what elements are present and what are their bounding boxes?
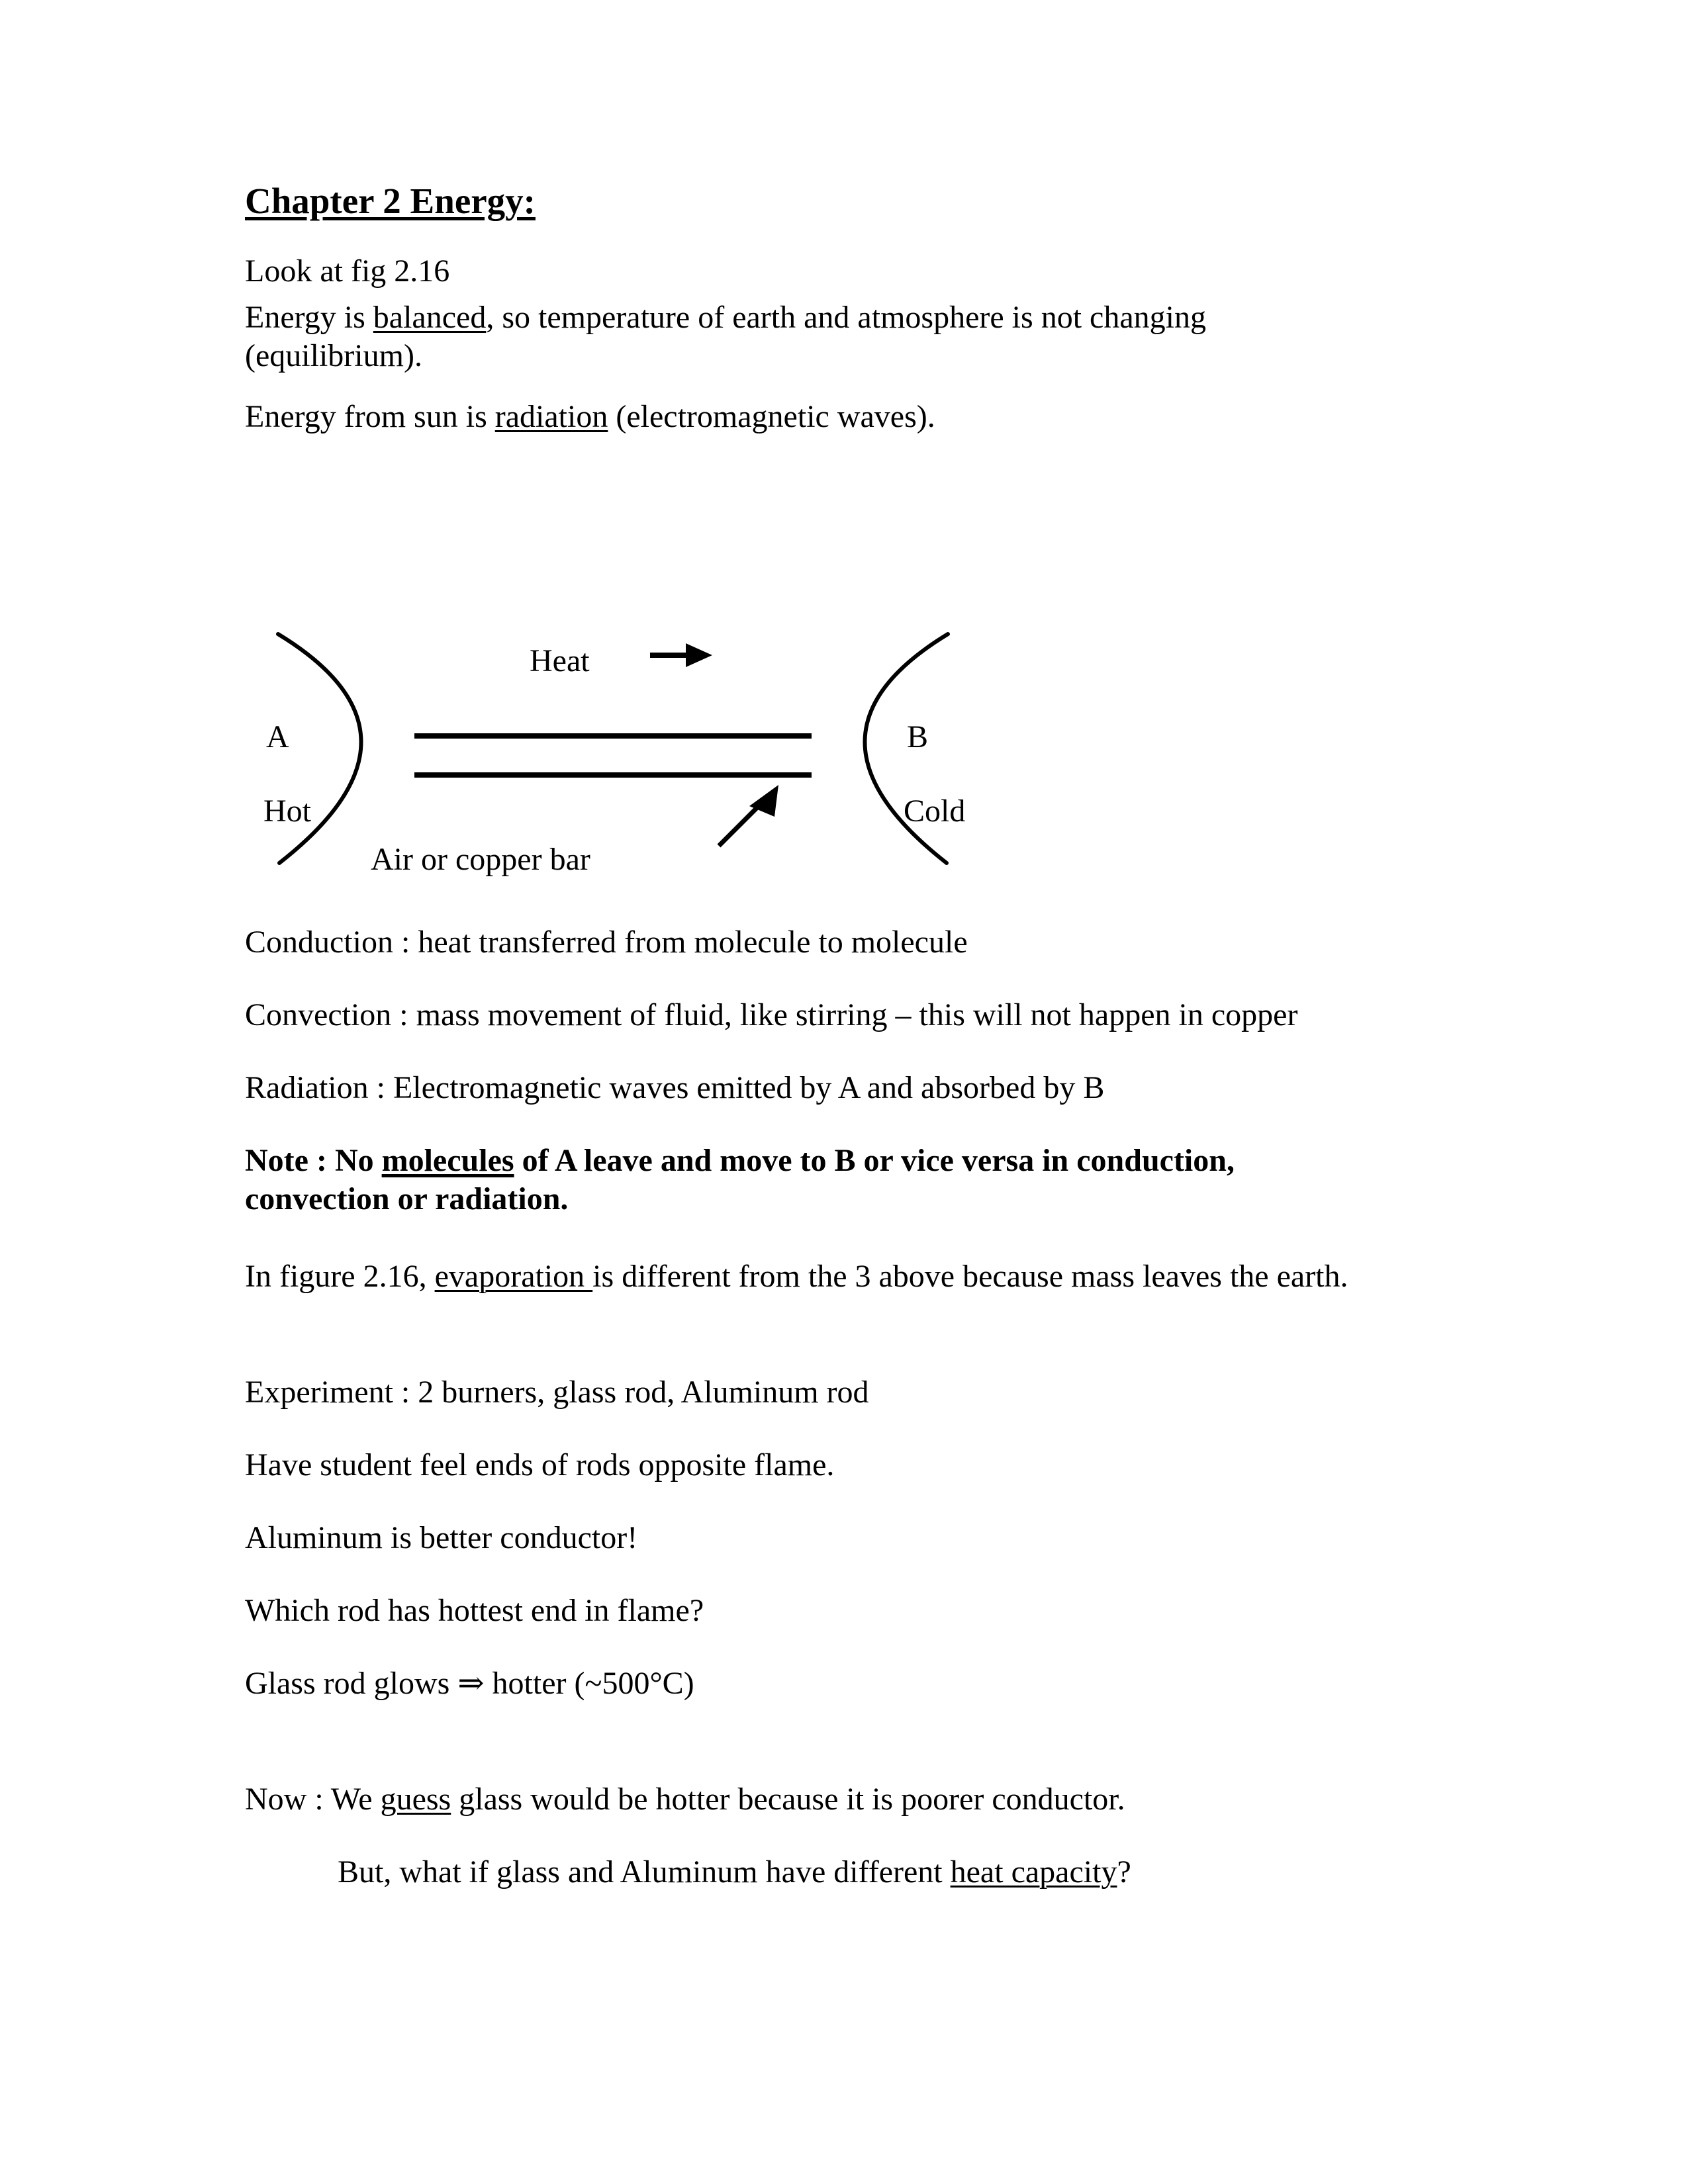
paragraph-aluminum-better bbox=[245, 1519, 637, 1557]
text-energy-balanced-suffix: , so temperature of earth and atmosphere is not changing (equilibrium). bbox=[245, 300, 1206, 373]
text-balanced-underlined: balanced bbox=[373, 300, 487, 335]
paragraph-have-student bbox=[245, 1446, 834, 1484]
text-radiation: Radiation : Electromagnetic waves emitted by A and absorbed by B bbox=[245, 1070, 1105, 1105]
figure-label-hot: Hot bbox=[263, 794, 311, 829]
paragraph-conduction bbox=[245, 923, 968, 962]
text-look-at-fig: Look at fig 2.16 bbox=[245, 253, 450, 289]
figure-label-air-or-copper-bar: Air or copper bar bbox=[371, 842, 590, 877]
page-title bbox=[245, 180, 536, 222]
paragraph-but-what-if bbox=[338, 1853, 1131, 1891]
text-molecules-underlined: molecules bbox=[381, 1143, 514, 1178]
heat-transfer-svg bbox=[245, 596, 1172, 877]
paragraph-experiment bbox=[245, 1373, 869, 1412]
text-conduction: Conduction : heat transferred from molecule to molecule bbox=[245, 925, 968, 960]
text-evap-suffix: is different from the 3 above because mass leaves the earth. bbox=[592, 1259, 1348, 1294]
paragraph-energy-balanced bbox=[245, 298, 1278, 375]
text-have-student: Have student feel ends of rods opposite flame. bbox=[245, 1447, 835, 1482]
text-glass-glows: Glass rod glows ⇒ hotter (~500°C) bbox=[245, 1666, 694, 1701]
figure-label-a: A bbox=[266, 719, 289, 754]
text-guess-underlined: guess bbox=[380, 1782, 451, 1817]
paragraph-now-guess bbox=[245, 1780, 1125, 1819]
paragraph-radiation bbox=[245, 1069, 1104, 1107]
heat-arrow-head bbox=[686, 643, 712, 667]
heat-transfer-diagram bbox=[245, 596, 1172, 877]
paragraph-note bbox=[245, 1142, 1304, 1218]
text-radiation-underlined: radiation bbox=[494, 399, 608, 434]
paragraph-energy-from-sun bbox=[245, 398, 935, 436]
paragraph-which-rod bbox=[245, 1592, 704, 1630]
text-experiment: Experiment : 2 burners, glass rod, Aluminum rod bbox=[245, 1375, 869, 1410]
body-a-arc bbox=[278, 634, 361, 863]
text-energy-sun-suffix: (electromagnetic waves). bbox=[608, 399, 935, 434]
figure-label-heat: Heat bbox=[530, 643, 590, 678]
text-evaporation-underlined: evaporation bbox=[434, 1259, 593, 1294]
text-evap-prefix: In figure 2.16, bbox=[245, 1259, 435, 1294]
paragraph-convection bbox=[245, 996, 1297, 1034]
text-which-rod: Which rod has hottest end in flame? bbox=[245, 1593, 704, 1628]
paragraph-glass-glows bbox=[245, 1664, 694, 1703]
text-heat-capacity-underlined: heat capacity bbox=[950, 1854, 1117, 1889]
figure-label-b: B bbox=[907, 719, 929, 754]
paragraph-look-at-fig bbox=[245, 252, 449, 291]
text-but-prefix: But, what if glass and Aluminum have different bbox=[338, 1854, 951, 1889]
figure-label-cold: Cold bbox=[904, 794, 966, 829]
chapter-title-text: Chapter 2 Energy: bbox=[245, 181, 536, 221]
paragraph-evaporation bbox=[245, 1257, 1348, 1296]
text-energy-sun-prefix: Energy from sun is bbox=[245, 399, 495, 434]
text-convection: Convection : mass movement of fluid, like stirring – this will not happen in copper bbox=[245, 997, 1298, 1032]
text-energy-balanced-prefix: Energy is bbox=[245, 300, 373, 335]
text-but-suffix: ? bbox=[1117, 1854, 1131, 1889]
text-now-suffix: glass would be hotter because it is poorer conductor. bbox=[451, 1782, 1125, 1817]
text-note-prefix: Note : No bbox=[245, 1143, 382, 1178]
text-note-suffix: of A leave and move to B or vice versa in conduction, convection or radiation. bbox=[245, 1143, 1235, 1216]
text-aluminum-better: Aluminum is better conductor! bbox=[245, 1520, 638, 1555]
text-now-prefix: Now : We bbox=[245, 1782, 381, 1817]
